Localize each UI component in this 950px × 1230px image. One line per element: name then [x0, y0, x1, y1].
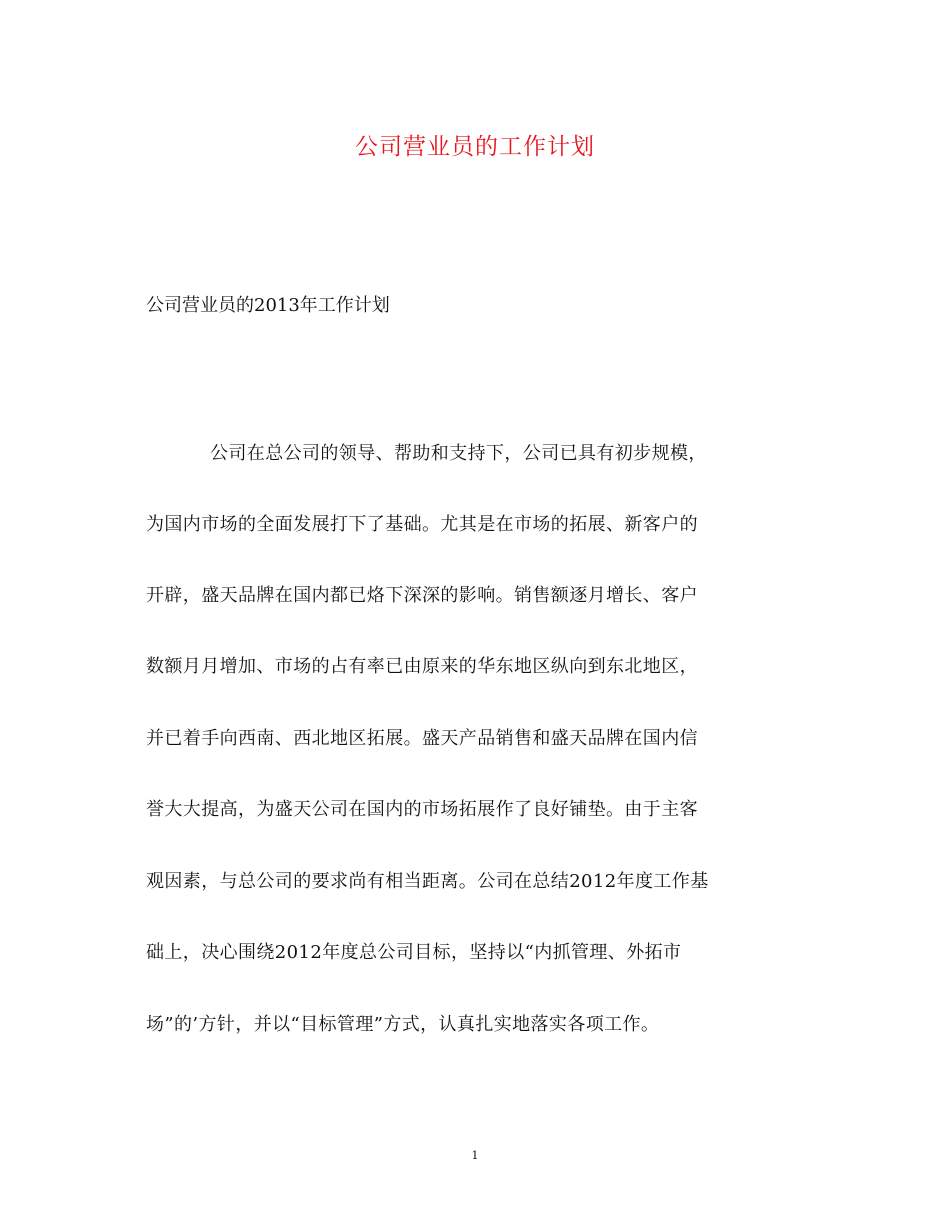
body-line: 公司在总公司的领导、帮助和支持下，公司已具有初步规模，	[210, 443, 707, 464]
body-line: 础上，决心围绕2012年度总公司目标，坚持以“内抓管理、外拓市	[146, 942, 682, 963]
body-line: 数额月月增加、市场的占有率已由原来的华东地区纵向到东北地区，	[146, 656, 698, 677]
body-line: 誉大大提高，为盛天公司在国内的市场拓展作了良好铺垫。由于主客	[146, 799, 698, 820]
page-number: 1	[471, 1149, 479, 1162]
document-title: 公司营业员的工作计划	[355, 134, 595, 160]
body-line: 并已着手向西南、西北地区拓展。盛天产品销售和盛天品牌在国内信	[146, 728, 698, 749]
document-subtitle: 公司营业员的2013年工作计划	[146, 295, 390, 316]
body-line: 场”的’方针，并以“目标管理”方式，认真扎实地落实各项工作。	[146, 1014, 660, 1035]
body-line: 观因素，与总公司的要求尚有相当距离。公司在总结2012年度工作基	[146, 871, 709, 892]
body-line: 开辟，盛天品牌在国内都已烙下深深的影响。销售额逐月增长、客户	[146, 585, 698, 606]
body-line: 为国内市场的全面发展打下了基础。尤其是在市场的拓展、新客户的	[146, 514, 698, 535]
